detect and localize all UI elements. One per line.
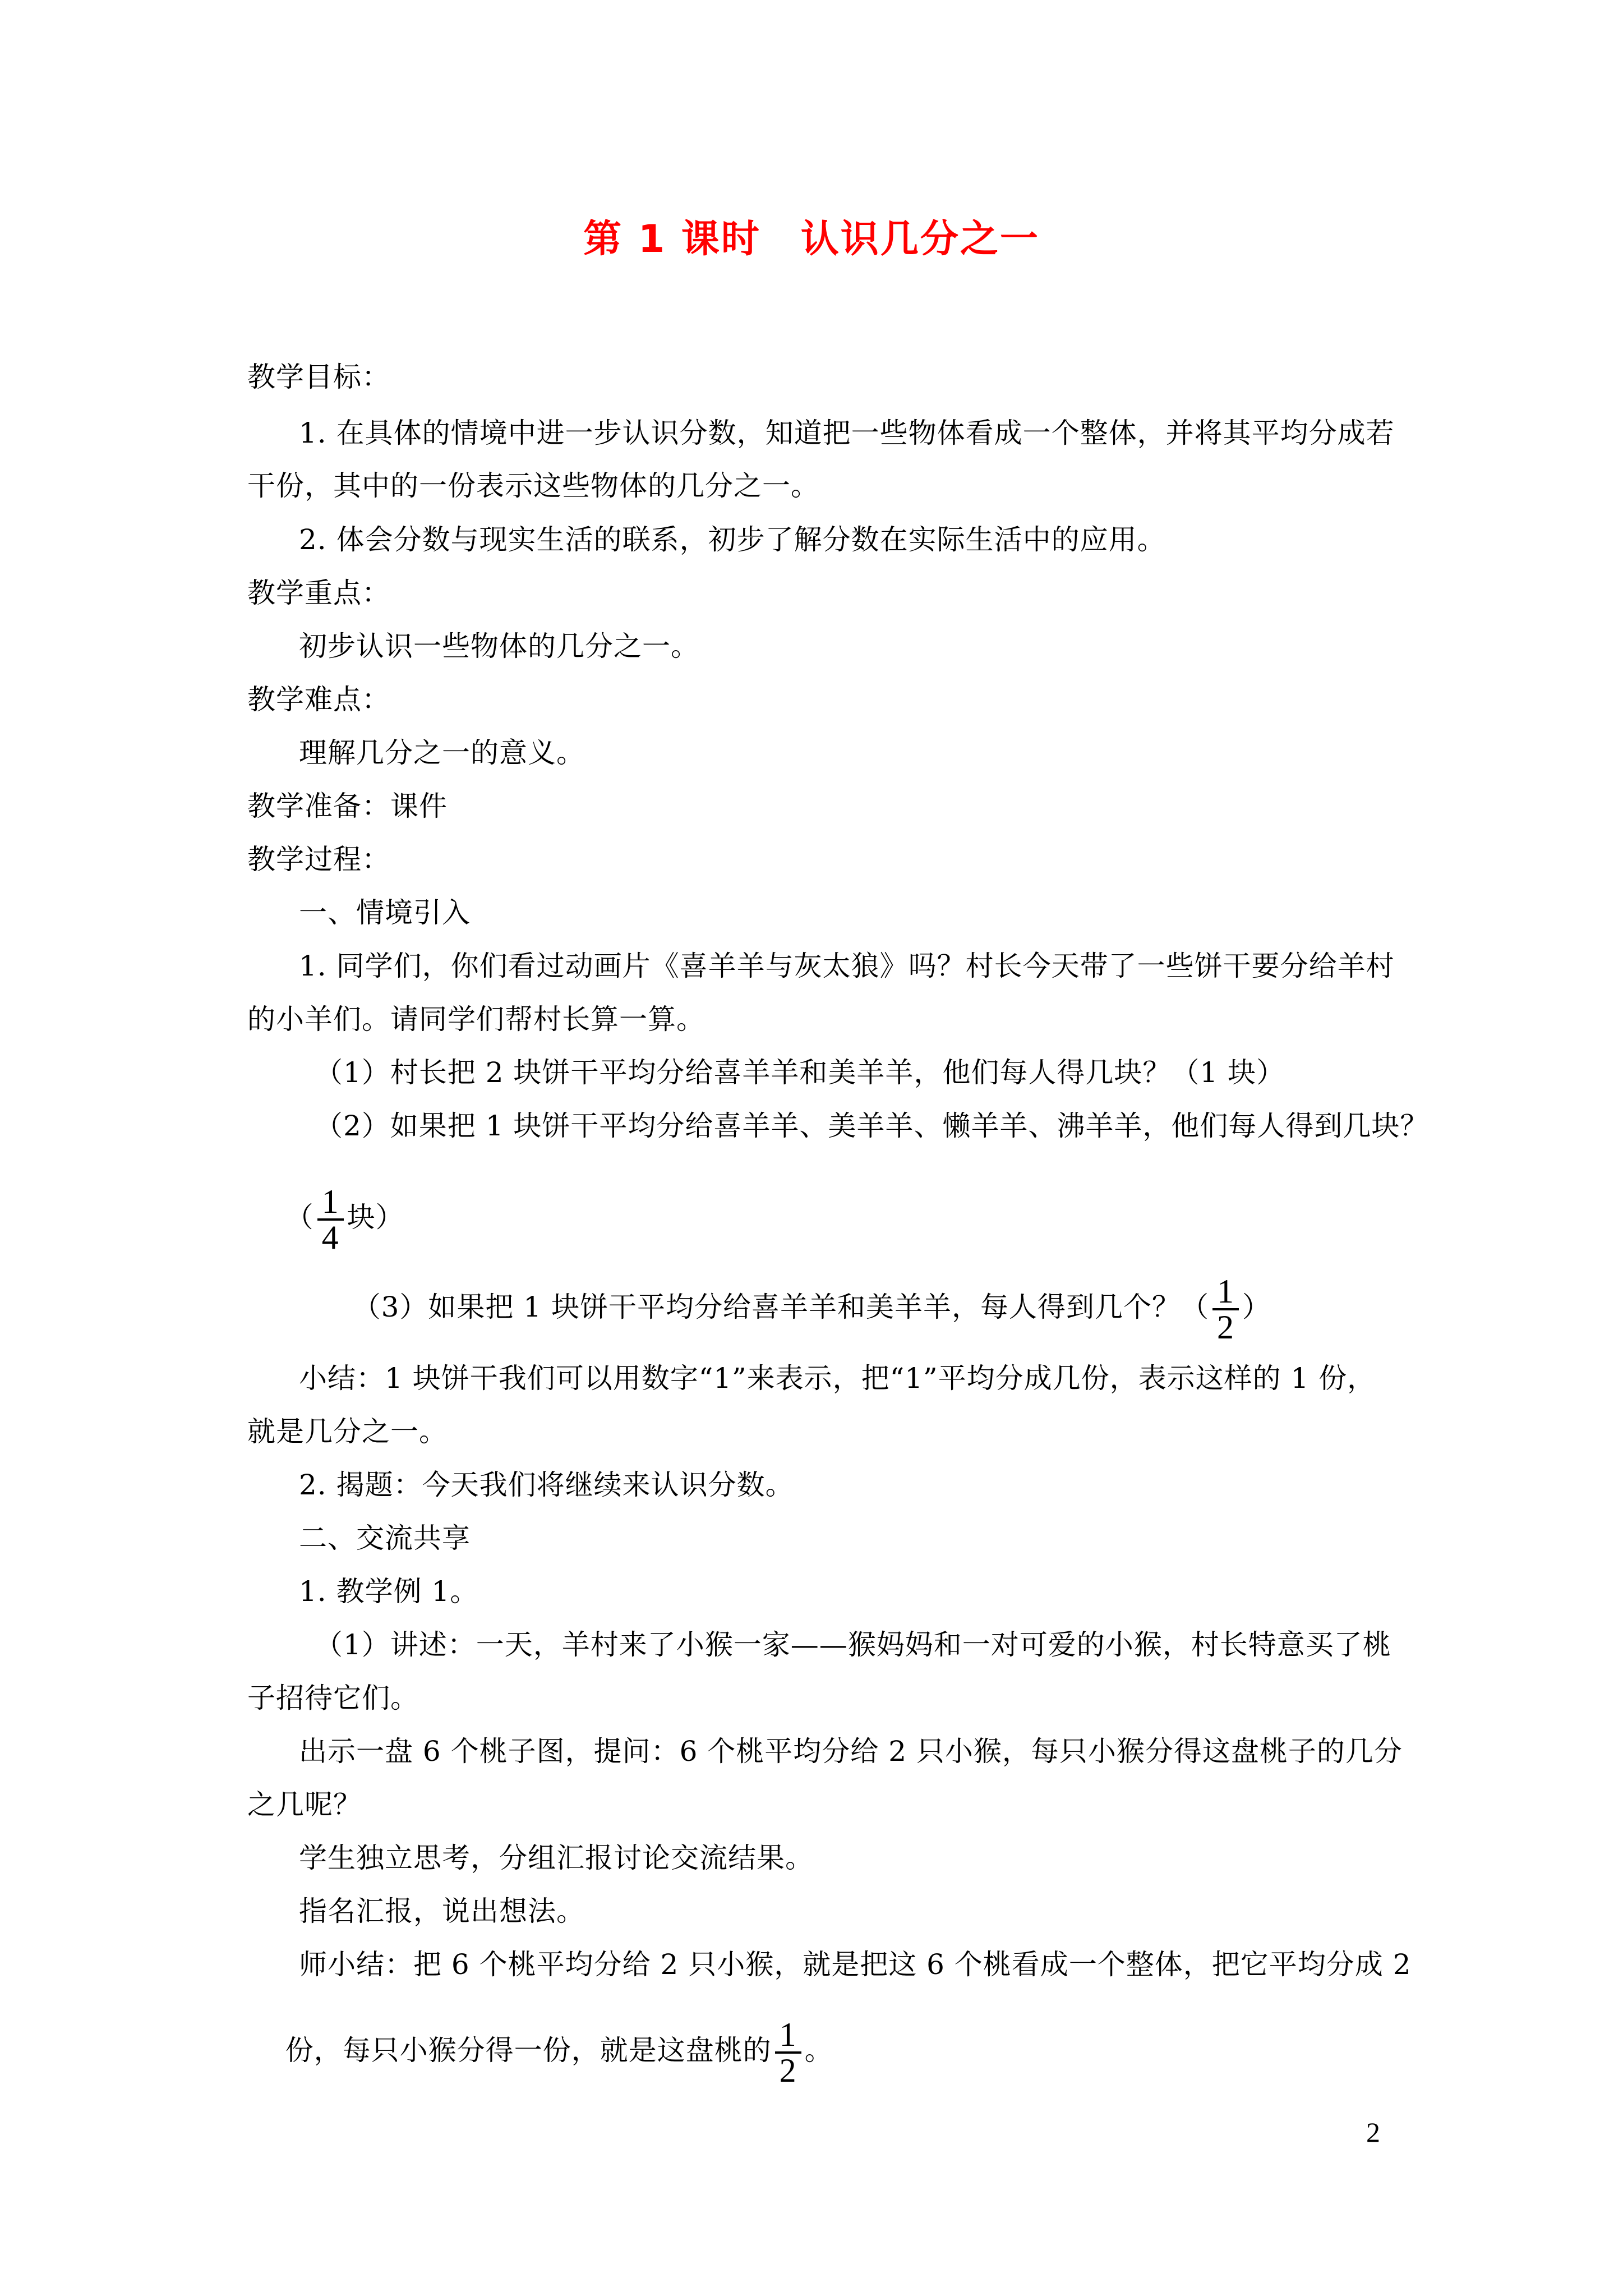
page-number: 2 — [1366, 2116, 1380, 2148]
peach-question-cont: 之几呢？ — [247, 1788, 362, 1821]
denominator: 4 — [321, 1219, 339, 1256]
fraction-one-half — [775, 2018, 801, 2087]
question-2: （2）如果把 1 块饼干平均分给喜羊羊、美羊羊、懒羊羊、沸羊羊，他们每人得到几块？ — [315, 1110, 1429, 1142]
reveal-topic: 2. 揭题：今天我们将继续来认识分数。 — [299, 1469, 794, 1501]
lesson-title: 第 1 课时 认识几分之一 — [583, 217, 1040, 261]
paragraph-intro: 1. 同学们，你们看过动画片《喜羊羊与灰太狼》吗？村长今天带了一些饼干要分给羊村 — [299, 950, 1395, 982]
peach-question: 出示一盘 6 个桃子图，提问：6 个桃平均分给 2 只小猴，每只小猴分得这盘桃子的几分 — [299, 1735, 1403, 1768]
teacher-summary-cont — [247, 1984, 1386, 2121]
denominator: 2 — [1217, 1309, 1234, 1346]
key-point-text: 初步认识一些物体的几分之一。 — [299, 630, 699, 662]
open-paren: （ — [285, 1201, 314, 1234]
numerator: 1 — [775, 2018, 801, 2054]
difficulty-text: 理解几分之一的意义。 — [299, 737, 585, 769]
question-3 — [315, 1241, 1453, 1378]
objective-1: 1. 在具体的情境中进一步认识分数，知道把一些物体看成一个整体，并将其平均分成若 — [299, 417, 1395, 449]
teacher-summary: 师小结：把 6 个桃平均分给 2 只小猴，就是把这 6 个桃看成一个整体，把它平均分成 2 — [299, 1948, 1412, 1981]
answer-unit: 块） — [347, 1201, 404, 1234]
numerator: 1 — [317, 1185, 344, 1221]
section-2-heading: 二、交流共享 — [299, 1522, 471, 1554]
summary: 小结：1 块饼干我们可以用数字“1”来表示，把“1”平均分成几份，表示这样的 1 份， — [299, 1362, 1376, 1395]
preparation: 教学准备：课件 — [247, 790, 448, 822]
narration-cont: 子招待它们。 — [247, 1682, 419, 1714]
period: 。 — [804, 2034, 833, 2067]
fraction-one-half — [1212, 1274, 1239, 1344]
paragraph-intro-cont: 的小羊们。请同学们帮村长算一算。 — [247, 1003, 705, 1036]
close-paren: ） — [1242, 1291, 1271, 1323]
denominator: 2 — [779, 2052, 797, 2089]
report: 指名汇报，说出想法。 — [299, 1895, 585, 1927]
example-1: 1. 教学例 1。 — [299, 1575, 479, 1608]
section-1-heading: 一、情境引入 — [299, 896, 471, 929]
heading-difficulty: 教学难点： — [247, 683, 390, 716]
question-1: （1）村长把 2 块饼干平均分给喜羊羊和美羊羊，他们每人得几块？（1 块） — [315, 1056, 1285, 1089]
objective-1-cont: 干份，其中的一份表示这些物体的几分之一。 — [247, 470, 819, 502]
question-3-text: （3）如果把 1 块饼干平均分给喜羊羊和美羊羊，每人得到几个？（ — [352, 1291, 1209, 1323]
heading-key-point: 教学重点： — [247, 577, 390, 609]
heading-objectives: 教学目标： — [247, 361, 390, 393]
student-thinking: 学生独立思考，分组汇报讨论交流结果。 — [299, 1842, 814, 1874]
summary-cont: 就是几分之一。 — [247, 1415, 448, 1448]
heading-process: 教学过程： — [247, 843, 390, 876]
objective-2: 2. 体会分数与现实生活的联系，初步了解分数在实际生活中的应用。 — [299, 523, 1166, 556]
teacher-summary-text: 份，每只小猴分得一份，就是这盘桃的 — [285, 2034, 772, 2067]
numerator: 1 — [1212, 1274, 1239, 1310]
narration: （1）讲述：一天，羊村来了小猴一家——猴妈妈和一对可爱的小猴，村长特意买了桃 — [315, 1628, 1391, 1661]
